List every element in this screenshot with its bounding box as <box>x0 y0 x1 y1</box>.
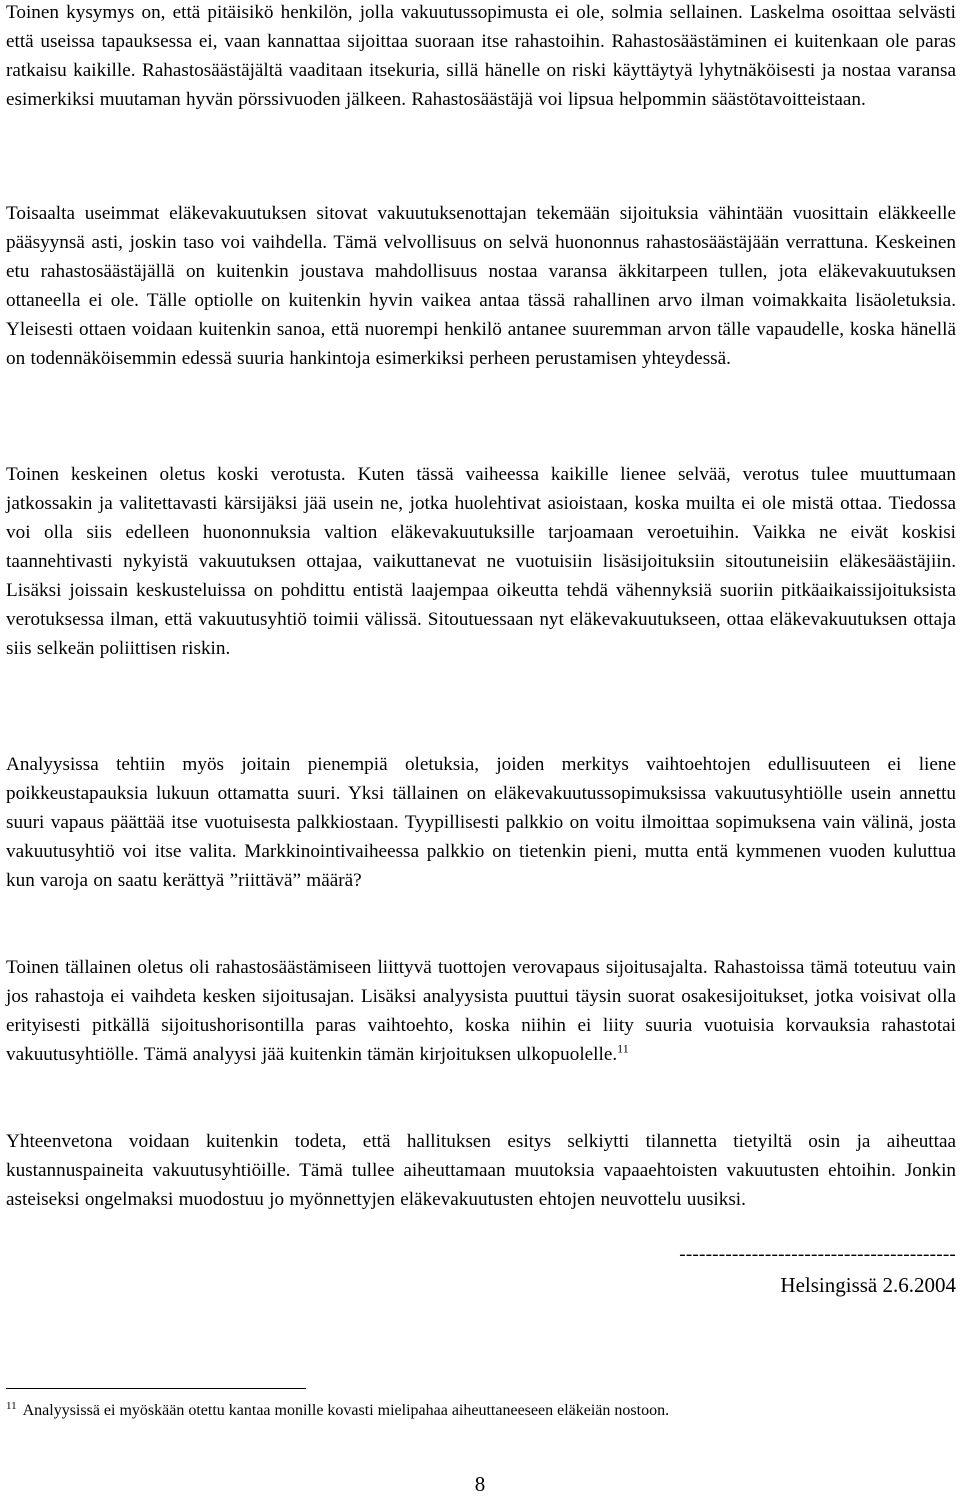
paragraph-3: Toinen keskeinen oletus koski verotusta. Kuten tässä vaiheessa kaikille lienee selvää, verotus tulee muuttumaan jatkossakin ja valitettavasti kärsijäksi jää usein ne, jotka huolehtivat asioistaan, koska muilta ei ole mistä ottaa. Tiedossa voi olla siis edelleen huononnuksia valtion eläkevakuutuksille tarjoamaan veroetuihin. Vaikka ne eivät koskisi taannehtivasti nykyistä vakuutuksen ottajaa, vaikuttanevat ne vuotuisiin lisäsijoituksiin sitoutuneisiin eläkesäästäjiin. Lisäksi joissain keskusteluissa on pohdittu entistä laajempaa oikeutta tehdä vähennyksiä suoriin pitkäaikaissijoituksista verotuksessa ilman, että vakuutusyhtiö toimii välissä. Sitoutuessaan nyt eläkevakuutukseen, ottaa eläkevakuutuksen ottaja siis selkeän poliittisen riskin. <box>6 464 956 659</box>
footnote <box>6 1400 946 1422</box>
footnote-divider <box>6 1388 306 1389</box>
place-date: Helsingissä 2.6.2004 <box>780 1273 956 1297</box>
footnote-text: Analyysissä ei myöskään otettu kantaa monille kovasti mielipahaa aiheuttaneeseen eläkeiän nostoon. <box>22 1402 670 1419</box>
paragraph-5 <box>6 953 956 1069</box>
footnote-number: 11 <box>6 1399 17 1412</box>
paragraph-1: Toinen kysymys on, että pitäisikö henkilön, jolla vakuutussopimusta ei ole, solmia sellainen. Laskelma osoittaa selvästi että useissa tapauksessa ei, vaan kannattaa sijoittaa suoraan itse rahastoihin. Rahastosäästäminen ei kuitenkaan ole paras ratkaisu kaikille. Rahastosäästäjältä vaaditaan itsekuria, sillä hänelle on riski käyttäytyä lyhytnäköisesti ja nostaa varansa esimerkiksi muutaman hyvän pörssivuoden jälkeen. Rahastosäästäjä voi lipsua helpommin säästötavoitteistaan. <box>6 2 956 110</box>
page-number: 8 <box>474 1472 486 1496</box>
paragraph-2: Toisaalta useimmat eläkevakuutuksen sitovat vakuutuksenottajan tekemään sijoituksia vähintään vuosittain eläkkeelle pääsyynsä asti, joskin taso voi vaihdella. Tämä velvollisuus on selvä huononnus rahastosäästäjään verrattuna. Keskeinen etu rahastosäästäjällä on kuitenkin joustava mahdollisuus nostaa varansa äkkitarpeen tullen, jota eläkevakuutuksen ottaneella ei ole. Tälle optiolle on kuitenkin hyvin vaikea antaa tässä rahallinen arvo ilman voimakkaita lisäoletuksia. Yleisesti ottaen voidaan kuitenkin sanoa, että nuorempi henkilö antanee suuremman arvon tälle vapaudelle, koska hänellä on todennäköisemmin edessä suuria hankintoja esimerkiksi perheen perustamisen yhteydessä. <box>6 203 956 369</box>
paragraph-6: Yhteenvetona voidaan kuitenkin todeta, että hallituksen esitys selkiytti tilannetta tietyiltä osin ja aiheuttaa kustannuspaineita vakuutusyhtiöille. Tämä tullee aiheuttamaan muutoksia vapaaehtoisten vakuutusten ehtoihin. Jonkin asteiseksi ongelmaksi muodostuu jo myönnettyjen eläkevakuutusten ehtojen neuvottelu uusiksi. <box>6 1131 956 1210</box>
signature-dashes: ------------------------------------------ <box>679 1244 956 1265</box>
paragraph-4: Analyysissa tehtiin myös joitain pienempiä oletuksia, joiden merkitys vaihtoehtojen edullisuuteen ei liene poikkeustapauksia lukuun ottamatta suuri. Yksi tällainen on eläkevakuutussopimuksissa vakuutusyhtiölle usein annettu suuri vapaus päättää itse vuotuisesta palkkiostaan. Tyypillisesti palkkio on voitu ilmoittaa sopimuksena vain välinä, josta vakuutusyhtiö voi itse valita. Markkinointivaiheessa palkkio on tietenkin pieni, mutta entä kymmenen vuoden kuluttua kun varoja on saatu kerättyä ”riittävä” määrä? <box>6 754 956 891</box>
paragraph-5-text: Toinen tällainen oletus oli rahastosäästämiseen liittyvä tuottojen verovapaus sijoitusajalta. Rahastoissa tämä toteutuu vain jos rahastoja ei vaihdeta kesken sijoitusajan. Lisäksi analyysista puuttui täysin suorat osakesijoitukset, jotka voisivat olla erityisesti pitkällä sijoitushorisontilla paras vaihtoehto, koska niihin ei liity suuria vuotuisia korvauksia rahastotai vakuutusyhtiölle. Tämä analyysi jää kuitenkin tämän kirjoituksen ulkopuolelle. <box>6 957 956 1065</box>
footnote-reference: 11 <box>617 1041 629 1056</box>
